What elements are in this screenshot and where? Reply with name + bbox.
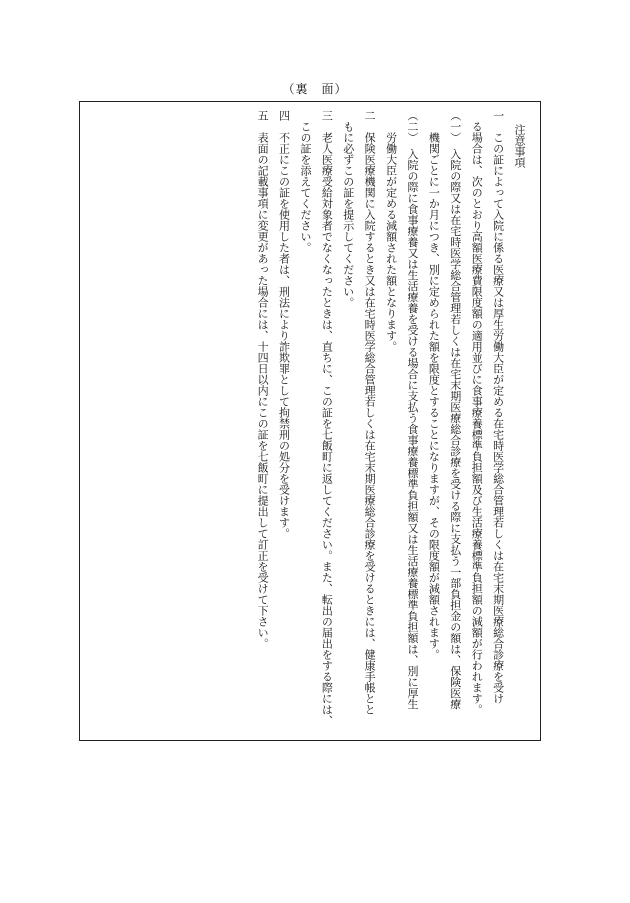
note-line: この証を添えてください。 — [298, 110, 312, 253]
page-title: （裏 面） — [282, 82, 348, 96]
note-line: （一） 入院の際又は在宅時医学総合管理若しくは在宅末期医療総合診療を受ける際に支払う一部負担金の額は、保険医療 — [448, 110, 462, 710]
note-line: 四 不正にこの証を使用した者は、刑法により詐欺罪として拘禁刑の処分を受けます。 — [277, 110, 291, 539]
notes-heading: 注意事項 — [513, 124, 526, 168]
note-line: 機関ごとに一か月につき、別に定められた額を限度とすることになりますが、その限度額が減額されます。 — [427, 110, 441, 660]
note-line: る場合は、次のとおり高額医療費限度額の適用並びに食事療養標準負担額及び生活療養標準負担額の減額が行われます。 — [470, 110, 484, 715]
note-line: 一 この証によって入院に係る医療又は厚生労働大臣が定める在宅時医学総合管理若しくは在宅末期医療総合診療を受け — [491, 110, 505, 704]
note-line: 労働大臣が定める減額された額となります。 — [384, 110, 398, 352]
note-line: 二 保険医療機関に入院するとき又は在宅時医学総合管理若しくは在宅末期医療総合診療を受けるときには、健康手帳とと — [363, 110, 377, 715]
notes-frame — [79, 101, 541, 741]
note-line: 三 老人医療受給対象者でなくなったときは、直ちに、この証を七飯町に返してください。また、転出の届出をする際には、 — [320, 110, 334, 726]
notes-text — [252, 110, 530, 732]
note-line: 五 表面の記載事項に変更があった場合には、十四日以内にこの証を七飯町に提出して訂正を受けて下さい。 — [256, 110, 270, 649]
note-line: （二） 入院の際に食事療養又は生活療養を受ける場合に支払う食事療養標準負担額又は生活療養標準負担額は、別に厚生 — [405, 110, 419, 710]
note-line: もに必ずこの証を提示してください。 — [341, 110, 355, 308]
